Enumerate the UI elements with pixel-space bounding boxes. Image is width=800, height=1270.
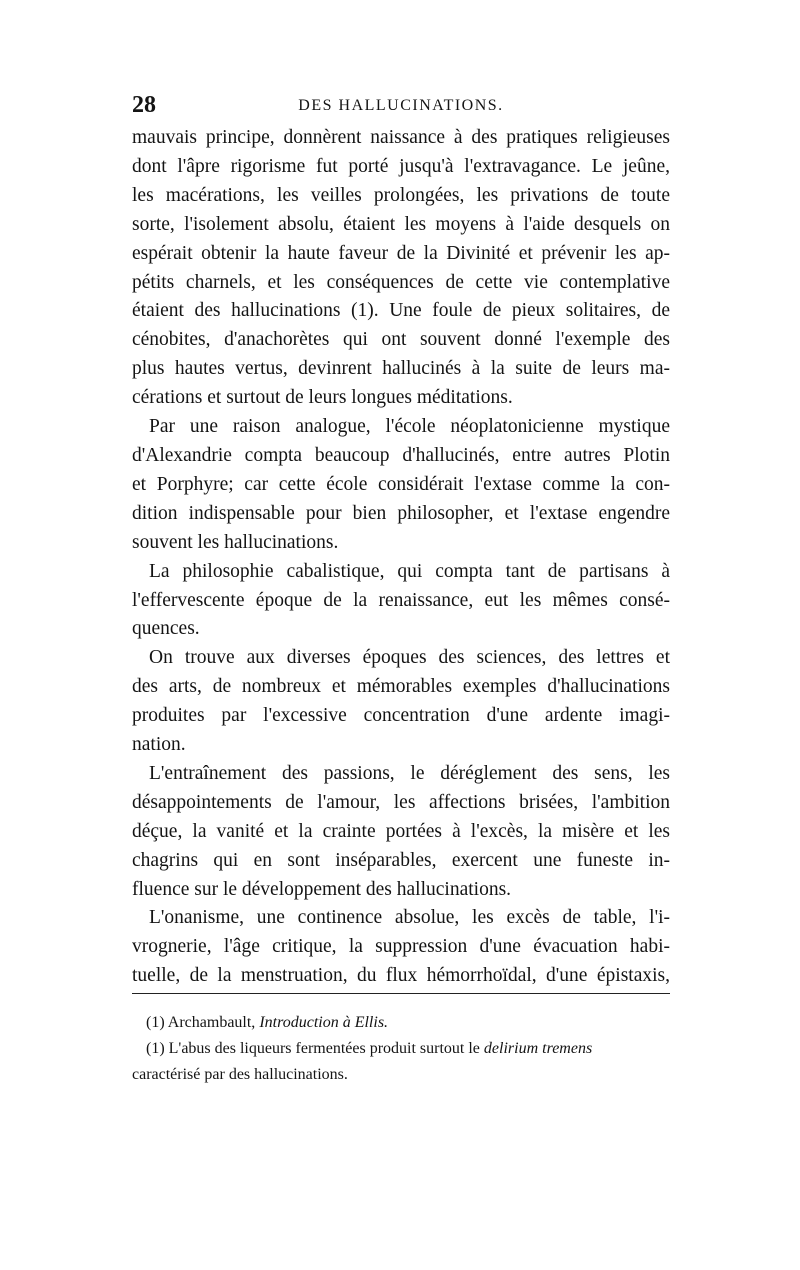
page-header <box>132 92 670 122</box>
text-line: quences. <box>132 618 200 640</box>
text-line: sorte, l'isolement absolu, étaient les moyens à l'aide desquels on <box>132 213 670 235</box>
text-line: l'effervescente époque de la renaissance, eut les mêmes consé- <box>132 589 670 611</box>
text-line: nation. <box>132 734 186 756</box>
text-line: espérait obtenir la haute faveur de la Divinité et prévenir les ap- <box>132 242 670 264</box>
text-line: pétits charnels, et les conséquences de cette vie contemplative <box>132 271 670 293</box>
footnote-text: Archambault, <box>167 1014 256 1031</box>
text-line: souvent les hallucinations. <box>132 531 339 553</box>
text-line: et Porphyre; car cette école considérait l'extase comme la con- <box>132 473 670 495</box>
text-line: chagrins qui en sont inséparables, exercent une funeste in- <box>132 849 670 871</box>
footnote-divider <box>132 993 670 994</box>
text-line: déçue, la vanité et la crainte portées à l'excès, la misère et les <box>132 820 670 842</box>
text-line: désappointements de l'amour, les affections brisées, l'ambition <box>132 791 670 813</box>
footnote-italic-term: delirium tremens <box>483 1040 593 1057</box>
text-line: d'Alexandrie compta beaucoup d'hallucinés, entre autres Plotin <box>132 444 670 466</box>
footnote-marker: (1) <box>146 1040 165 1057</box>
text-line: vrognerie, l'âge critique, la suppression d'une évacuation habi- <box>132 936 670 958</box>
footnote-italic-title: Introduction à Ellis. <box>259 1014 389 1031</box>
running-title: DES HALLUCINATIONS. <box>298 97 504 114</box>
text-line: des arts, de nombreux et mémorables exemples d'hallucinations <box>132 676 670 698</box>
text-line: cérations et surtout de leurs longues méditations. <box>132 387 513 409</box>
text-line: On trouve aux diverses époques des sciences, des lettres et <box>149 647 670 669</box>
text-line: L'entraînement des passions, le déréglement des sens, les <box>149 762 670 784</box>
footnote-2 <box>132 1036 670 1062</box>
footnote-text: L'abus des liqueurs fermentées produit surtout le <box>168 1040 480 1057</box>
footnote-marker: (1) <box>146 1014 165 1031</box>
text-line: tuelle, de la menstruation, du flux hémorrhoïdal, d'une épistaxis, <box>132 965 670 987</box>
text-line: Par une raison analogue, l'école néoplatonicienne mystique <box>149 416 670 438</box>
text-line: les macérations, les veilles prolongées, les privations de toute <box>132 184 670 206</box>
text-line: La philosophie cabalistique, qui compta tant de partisans à <box>149 560 670 582</box>
text-line: L'onanisme, une continence absolue, les excès de table, l'i- <box>149 907 670 929</box>
footnote-2-continuation: caractérisé par des hallucinations. <box>132 1066 348 1083</box>
text-line: mauvais principe, donnèrent naissance à des pratiques religieuses <box>132 127 670 148</box>
footnote-1 <box>132 1010 670 1036</box>
text-line: cénobites, d'anachorètes qui ont souvent donné l'exemple des <box>132 329 670 351</box>
body-text <box>132 124 670 991</box>
text-line: produites par l'excessive concentration d'une ardente imagi- <box>132 705 670 727</box>
text-line: dont l'âpre rigorisme fut porté jusqu'à l'extravagance. Le jeûne, <box>132 155 670 177</box>
text-line: étaient des hallucinations (1). Une foule de pieux solitaires, de <box>132 300 670 322</box>
text-line: fluence sur le développement des hallucinations. <box>132 878 512 900</box>
text-line: plus hautes vertus, devinrent hallucinés à la suite de leurs ma- <box>132 358 670 380</box>
page-number: 28 <box>132 92 156 118</box>
footnotes <box>132 1010 670 1088</box>
text-line: dition indispensable pour bien philosopher, et l'extase engendre <box>132 502 670 524</box>
